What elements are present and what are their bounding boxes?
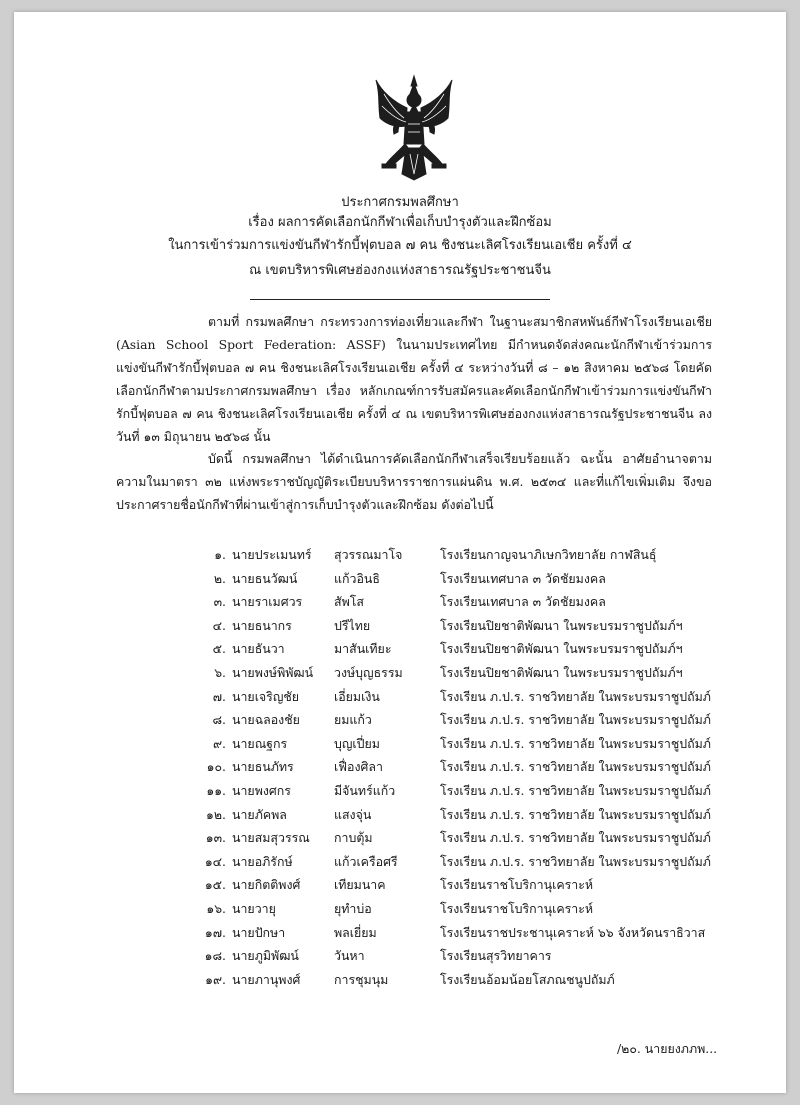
- athlete-name: นายณฐกร: [232, 735, 288, 751]
- athlete-number: ๑๓.: [205, 830, 226, 846]
- athlete-name: นายพงศกร: [232, 782, 291, 798]
- athlete-school: โรงเรียน ภ.ป.ร. ราชวิทยาลัย ในพระบรมราชูปถัมภ์: [440, 759, 711, 775]
- document-page: [14, 12, 786, 1093]
- athlete-name: นายพงษ์พิพัฒน์: [232, 664, 314, 680]
- athlete-number: ๑๒.: [206, 806, 226, 822]
- list-item: [14, 968, 786, 992]
- athlete-school: โรงเรียน ภ.ป.ร. ราชวิทยาลัย ในพระบรมราชูปถัมภ์: [440, 712, 711, 728]
- athlete-school: โรงเรียนราชประชานุเคราะห์ ๖๖ จังหวัดนราธิวาส: [440, 924, 706, 940]
- athlete-number: ๑๐.: [206, 759, 226, 775]
- athlete-name: นายภูมิพัฒน์: [232, 948, 299, 964]
- announcement-subject-line3: ณ เขตบริหารพิเศษฮ่องกงแห่งสาธารณรัฐประชาชนจีน: [249, 263, 551, 278]
- athlete-number: ๑๗.: [204, 924, 226, 940]
- athlete-number: ๑๑.: [206, 782, 226, 798]
- athlete-number: ๗.: [212, 688, 226, 704]
- list-item: [14, 543, 786, 567]
- list-item: [14, 732, 786, 756]
- athlete-number: ๕.: [212, 641, 226, 657]
- athlete-school: โรงเรียนอ้อมน้อยโสภณชนูปถัมภ์: [440, 971, 615, 987]
- athlete-surname: ยมแก้ว: [334, 712, 372, 728]
- heading-divider: [250, 299, 550, 300]
- athlete-number: ๑๔.: [204, 853, 226, 869]
- athlete-name: นายภัคพล: [232, 806, 287, 822]
- athlete-name: นายสมสุวรรณ: [232, 830, 310, 846]
- athlete-number: ๖.: [214, 664, 226, 680]
- list-item: [14, 685, 786, 709]
- athlete-school: โรงเรียน ภ.ป.ร. ราชวิทยาลัย ในพระบรมราชูปถัมภ์: [440, 853, 711, 869]
- athlete-school: โรงเรียนราชโบริกานุเคราะห์: [440, 900, 594, 916]
- list-item: [14, 755, 786, 779]
- athlete-school: โรงเรียน ภ.ป.ร. ราชวิทยาลัย ในพระบรมราชูปถัมภ์: [440, 806, 711, 822]
- athlete-school: โรงเรียนปิยชาติพัฒนา ในพระบรมราชูปถัมภ์ฯ: [440, 617, 683, 633]
- list-item: [14, 779, 786, 803]
- athlete-number: ๒.: [213, 570, 226, 586]
- athlete-name: นายเจริญชัย: [232, 688, 300, 704]
- athlete-school: โรงเรียนกาญจนาภิเษกวิทยาลัย กาฬสินธุ์: [440, 547, 657, 562]
- athlete-surname: วันหา: [334, 948, 365, 964]
- athlete-surname: ปรีไทย: [334, 617, 371, 633]
- athlete-name: นายธนภัทร: [232, 759, 294, 775]
- athlete-surname: แก้วอินธิ: [334, 570, 380, 586]
- list-item: [14, 803, 786, 827]
- athlete-name: นายธันวา: [232, 641, 285, 657]
- athlete-surname: แก้วเครือศรี: [334, 853, 398, 869]
- athlete-surname: แสงจุ่น: [334, 806, 372, 822]
- athlete-number: ๑๖.: [206, 900, 226, 916]
- athlete-school: โรงเรียน ภ.ป.ร. ราชวิทยาลัย ในพระบรมราชูปถัมภ์: [440, 735, 711, 751]
- athlete-surname: เฟื่องศิลา: [334, 759, 383, 775]
- announcement-title: ประกาศกรมพลศึกษา: [341, 195, 459, 210]
- garuda-emblem-icon: [374, 74, 454, 182]
- list-item: [14, 944, 786, 968]
- athlete-school: โรงเรียนปิยชาติพัฒนา ในพระบรมราชูปถัมภ์ฯ: [440, 664, 683, 680]
- athlete-number: ๙.: [212, 735, 226, 751]
- athlete-surname: ยุทำบ่อ: [334, 900, 372, 916]
- athlete-name: นายปักษา: [232, 924, 286, 940]
- athlete-number: ๑๙.: [205, 971, 226, 987]
- athlete-number: ๘.: [212, 712, 226, 728]
- athlete-number: ๓.: [213, 594, 226, 610]
- athlete-school: โรงเรียนเทศบาล ๓ วัดชัยมงคล: [440, 570, 606, 586]
- athlete-school: โรงเรียนสุรวิทยาคาร: [440, 948, 552, 964]
- announcement-subject: เรื่อง ผลการคัดเลือกนักกีฬาเพื่อเก็บบำรุงตัวและฝึกซ้อม: [248, 215, 552, 230]
- list-item: [14, 873, 786, 897]
- athlete-school: โรงเรียนเทศบาล ๓ วัดชัยมงคล: [440, 594, 606, 610]
- athlete-surname: สุวรรณมาโจ: [334, 547, 403, 562]
- athlete-surname: บุญเปี่ยม: [334, 735, 380, 751]
- list-item: [14, 897, 786, 921]
- announcement-subject-line2: ในการเข้าร่วมการแข่งขันกีฬารักบี้ฟุตบอล ๗ คน ชิงชนะเลิศโรงเรียนเอเชีย ครั้งที่ ๔: [168, 238, 632, 253]
- athlete-name: นายวายุ: [232, 900, 276, 916]
- athlete-name: นายธนากร: [232, 617, 292, 633]
- athlete-number: ๑.: [214, 547, 226, 562]
- list-item: [14, 826, 786, 850]
- athlete-surname: การชุมนุม: [334, 971, 389, 987]
- paragraph-announcement: บัดนี้ กรมพลศึกษา ได้ดำเนินการคัดเลือกนักกีฬาเสร็จเรียบร้อยแล้ว ฉะนั้น อาศัยอำนาจตามความในมาตรา ๓๒ แห่งพระราชบัญญัติระเบียบบริหารราชการแผ่นดิน พ.ศ. ๒๕๓๔ และที่แก้ไขเพิ่มเติม จึงขอประกาศรายชื่อนักกีฬาที่ผ่านเข้าสู่การเก็บบำรุงตัวและฝึกซ้อม ดังต่อไปนี้: [116, 451, 712, 512]
- athlete-school: โรงเรียน ภ.ป.ร. ราชวิทยาลัย ในพระบรมราชูปถัมภ์: [440, 830, 711, 846]
- athlete-list: [14, 543, 786, 991]
- list-item: [14, 850, 786, 874]
- athlete-surname: พลเยี่ยม: [334, 924, 377, 940]
- list-item: [14, 708, 786, 732]
- list-item: [14, 661, 786, 685]
- continuation-note: /๒๐. นายยงภภพ...: [617, 1041, 718, 1056]
- athlete-name: นายกิตติพงศ์: [232, 877, 301, 893]
- athlete-name: นายฉลองชัย: [232, 712, 300, 728]
- athlete-number: ๑๕.: [204, 877, 226, 893]
- athlete-surname: เทียมนาค: [334, 877, 386, 893]
- list-item: [14, 637, 786, 661]
- athlete-surname: สัพโส: [334, 594, 364, 610]
- paragraph-background: ตามที่ กรมพลศึกษา กระทรวงการท่องเที่ยวและกีฬา ในฐานะสมาชิกสหพันธ์กีฬาโรงเรียนเอเชีย (Asian School Sport Federation: ASSF) ในนามประเทศไทย มีกำหนดจัดส่งคณะนักกีฬาเข้าร่วมการแข่งขันกีฬารักบี้ฟุตบอล ๗ คน ชิงชนะเลิศโรงเรียนเอเชีย ครั้งที่ ๔ ระหว่างวันที่ ๘ – ๑๒ สิงหาคม ๒๕๖๘ โดยคัดเลือกนักกีฬาตามประกาศกรมพลศึกษา เรื่อง หลักเกณฑ์การรับสมัครและคัดเลือกนักกีฬาเข้าร่วมการแข่งขันกีฬารักบี้ฟุตบอล ๗ คน ชิงชนะเลิศโรงเรียนเอเชีย ครั้งที่ ๔ ณ เขตบริหารพิเศษฮ่องกงแห่งสาธารณรัฐประชาชนจีน ลงวันที่ ๑๓ มิถุนายน ๒๕๖๘ นั้น: [116, 314, 712, 444]
- athlete-school: โรงเรียน ภ.ป.ร. ราชวิทยาลัย ในพระบรมราชูปถัมภ์: [440, 782, 711, 798]
- athlete-name: นายอภิรักษ์: [232, 853, 293, 869]
- athlete-surname: กาบตุ้ม: [334, 830, 373, 846]
- athlete-school: โรงเรียนปิยชาติพัฒนา ในพระบรมราชูปถัมภ์ฯ: [440, 641, 683, 657]
- athlete-name: นายธนวัฒน์: [232, 570, 298, 586]
- athlete-surname: มาสันเทียะ: [334, 641, 392, 657]
- list-item: [14, 921, 786, 945]
- athlete-surname: มีจันทร์แก้ว: [334, 782, 396, 798]
- list-item: [14, 614, 786, 638]
- athlete-surname: วงษ์บุญธรรม: [334, 664, 403, 680]
- list-item: [14, 590, 786, 614]
- athlete-name: นายประเมนทร์: [232, 547, 312, 562]
- athlete-school: โรงเรียน ภ.ป.ร. ราชวิทยาลัย ในพระบรมราชูปถัมภ์: [440, 688, 711, 704]
- athlete-school: โรงเรียนราชโบริกานุเคราะห์: [440, 877, 594, 893]
- athlete-name: นายราเมศวร: [232, 594, 303, 610]
- athlete-number: ๔.: [212, 617, 226, 633]
- athlete-surname: เอี่ยมเงิน: [334, 688, 380, 704]
- list-item: [14, 567, 786, 591]
- athlete-name: นายภานุพงศ์: [232, 971, 301, 987]
- athlete-number: ๑๘.: [204, 948, 226, 964]
